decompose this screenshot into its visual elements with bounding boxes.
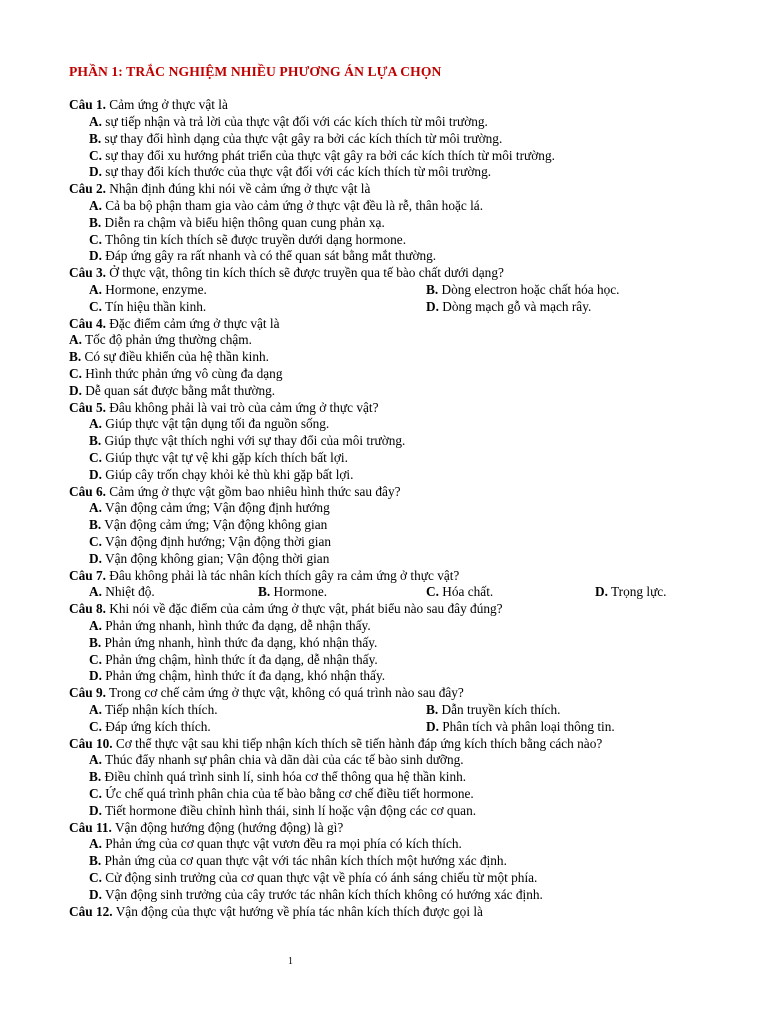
question-6-option-b: B. Vận động cảm ứng; Vận động không gian xyxy=(89,517,328,532)
question-1-option-a: A. sự tiếp nhận và trả lời của thực vật đối với các kích thích từ môi trường. xyxy=(89,114,488,129)
question-3-option-d: D. Dòng mạch gỗ và mạch rây. xyxy=(426,299,592,314)
question-4-option-c: C. Hình thức phản ứng vô cùng đa dạng xyxy=(69,366,283,381)
question-2-option-a: A. Cả ba bộ phận tham gia vào cảm ứng ở thực vật đều là rễ, thân hoặc lá. xyxy=(89,198,484,213)
question-1: Câu 1. Cảm ứng ở thực vật là xyxy=(69,97,228,112)
question-10: Câu 10. Cơ thể thực vật sau khi tiếp nhận kích thích sẽ tiến hành đáp ứng kích thích bằng cách nào? xyxy=(69,736,603,751)
question-7-option-a: A. Nhiệt độ. xyxy=(89,584,155,599)
question-5-option-d: D. Giúp cây trốn chạy khỏi kẻ thù khi gặp bất lợi. xyxy=(89,467,354,482)
question-11: Câu 11. Vận động hướng động (hướng động) là gì? xyxy=(69,820,344,835)
question-11-option-c: C. Cử động sinh trưởng của cơ quan thực vật về phía có ánh sáng chiếu từ một phía. xyxy=(89,870,538,885)
question-11-option-a: A. Phản ứng của cơ quan thực vật vươn đều ra mọi phía có kích thích. xyxy=(89,836,462,851)
question-7-option-d: D. Trọng lực. xyxy=(595,584,667,599)
question-8-option-d: D. Phản ứng chậm, hình thức ít đa dạng, khó nhận thấy. xyxy=(89,668,386,683)
question-6-option-c: C. Vận động định hướng; Vận động thời gian xyxy=(89,534,332,549)
question-8: Câu 8. Khi nói về đặc điểm của cảm ứng ở thực vật, phát biểu nào sau đây đúng? xyxy=(69,601,503,616)
question-7-option-b: B. Hormone. xyxy=(258,584,328,599)
question-3-option-c: C. Tín hiệu thần kinh. xyxy=(89,299,207,314)
question-8-option-c: C. Phản ứng chậm, hình thức ít đa dạng, dễ nhận thấy. xyxy=(89,652,378,667)
question-10-option-b: B. Điều chỉnh quá trình sinh lí, sinh hóa cơ thể thông qua hệ thần kinh. xyxy=(89,769,467,784)
section-title: PHẦN 1: TRẮC NGHIỆM NHIỀU PHƯƠNG ÁN LỰA CHỌN xyxy=(69,64,442,79)
question-5-option-b: B. Giúp thực vật thích nghi với sự thay đổi của môi trường. xyxy=(89,433,406,448)
question-8-option-a: A. Phản ứng nhanh, hình thức đa dạng, dễ nhận thấy. xyxy=(89,618,371,633)
question-3-option-a: A. Hormone, enzyme. xyxy=(89,282,207,297)
question-11-option-d: D. Vận động sinh trưởng của cây trước tác nhân kích thích không có hướng xác định. xyxy=(89,887,543,902)
question-9-option-a: A. Tiếp nhận kích thích. xyxy=(89,702,218,717)
question-12: Câu 12. Vận động của thực vật hướng về phía tác nhân kích thích được gọi là xyxy=(69,904,483,919)
question-4-option-b: B. Có sự điều khiển của hệ thần kinh. xyxy=(69,349,269,364)
question-10-option-a: A. Thúc đẩy nhanh sự phân chia và dãn dài của các tế bào sinh dưỡng. xyxy=(89,752,464,767)
question-10-option-d: D. Tiết hormone điều chỉnh hình thái, sinh lí hoặc vận động các cơ quan. xyxy=(89,803,477,818)
question-7-option-c: C. Hóa chất. xyxy=(426,584,494,599)
question-2-option-b: B. Diễn ra chậm và biểu hiện thông quan cung phản xạ. xyxy=(89,215,385,230)
question-1-option-d: D. sự thay đổi kích thước của thực vật đối với các kích thích từ môi trường. xyxy=(89,164,492,179)
question-9-option-b: B. Dẫn truyền kích thích. xyxy=(426,702,561,717)
question-10-option-c: C. Ức chế quá trình phân chia của tế bào bằng cơ chế điều tiết hormone. xyxy=(89,786,474,801)
question-9-option-c: C. Đáp ứng kích thích. xyxy=(89,719,211,734)
question-5: Câu 5. Đâu không phải là vai trò của cảm ứng ở thực vật? xyxy=(69,400,379,415)
question-6-option-d: D. Vận động không gian; Vận động thời gian xyxy=(89,551,330,566)
question-3-option-b: B. Dòng electron hoặc chất hóa học. xyxy=(426,282,620,297)
question-11-option-b: B. Phản ứng của cơ quan thực vật với tác nhân kích thích một hướng xác định. xyxy=(89,853,507,868)
question-7: Câu 7. Đâu không phải là tác nhân kích thích gây ra cảm ứng ở thực vật? xyxy=(69,568,460,583)
question-1-option-c: C. sự thay đổi xu hướng phát triển của thực vật gây ra bởi các kích thích từ môi trường. xyxy=(89,148,555,163)
question-1-option-b: B. sự thay đổi hình dạng của thực vật gây ra bởi các kích thích từ môi trường. xyxy=(89,131,503,146)
page-number: 1 xyxy=(288,956,293,967)
question-9-option-d: D. Phân tích và phân loại thông tin. xyxy=(426,719,615,734)
question-4-option-a: A. Tốc độ phản ứng thường chậm. xyxy=(69,332,252,347)
question-4-option-d: D. Dễ quan sát được bằng mắt thường. xyxy=(69,383,276,398)
question-2-option-d: D. Đáp ứng gây ra rất nhanh và có thể quan sát bằng mắt thường. xyxy=(89,248,437,263)
question-6: Câu 6. Cảm ứng ở thực vật gồm bao nhiêu hình thức sau đây? xyxy=(69,484,401,499)
question-6-option-a: A. Vận động cảm ứng; Vận động định hướng xyxy=(89,500,330,515)
question-4: Câu 4. Đặc điểm cảm ứng ở thực vật là xyxy=(69,316,280,331)
question-9: Câu 9. Trong cơ chế cảm ứng ở thực vật, không có quá trình nào sau đây? xyxy=(69,685,464,700)
question-8-option-b: B. Phản ứng nhanh, hình thức đa dạng, khó nhận thấy. xyxy=(89,635,378,650)
question-5-option-c: C. Giúp thực vật tự vệ khi gặp kích thích bất lợi. xyxy=(89,450,348,465)
question-3: Câu 3. Ở thực vật, thông tin kích thích sẽ được truyền qua tế bào chất dưới dạng? xyxy=(69,265,504,280)
question-2: Câu 2. Nhận định đúng khi nói về cảm ứng ở thực vật là xyxy=(69,181,371,196)
question-2-option-c: C. Thông tin kích thích sẽ được truyền dưới dạng hormone. xyxy=(89,232,407,247)
question-5-option-a: A. Giúp thực vật tận dụng tối đa nguồn sống. xyxy=(89,416,330,431)
